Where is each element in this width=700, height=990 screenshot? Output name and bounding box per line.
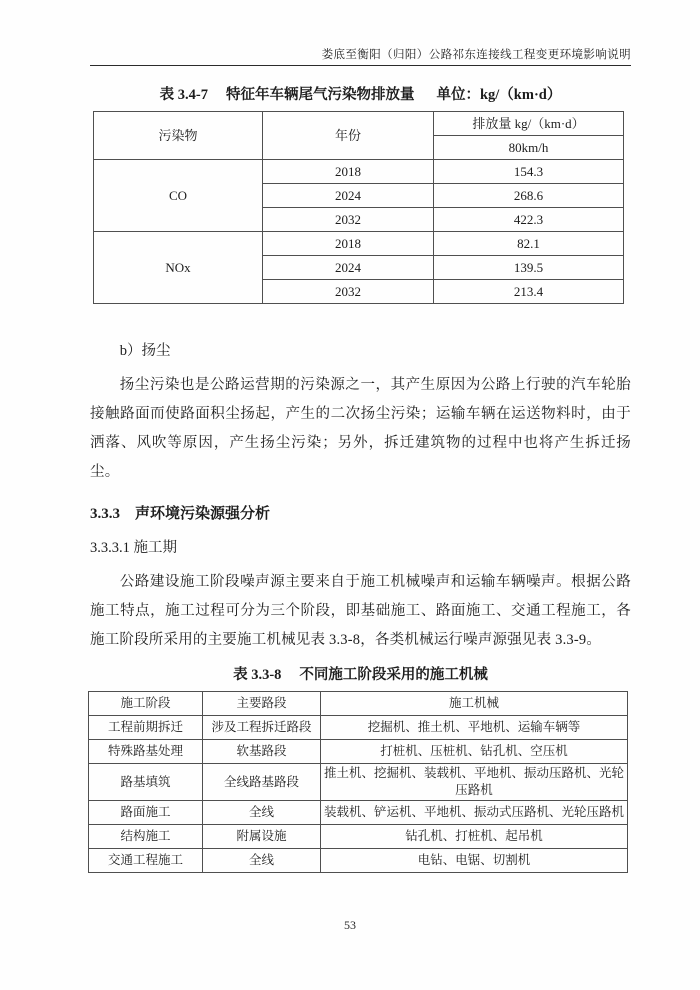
- cell-section: 涉及工程拆迁路段: [203, 716, 321, 740]
- cell-emission: 154.3: [434, 160, 624, 184]
- cell-section: 全线: [203, 849, 321, 873]
- header-cell-section: 主要路段: [203, 692, 321, 716]
- table-row: [89, 764, 628, 801]
- construction-machinery-table: [88, 691, 628, 873]
- cell-section: 附属设施: [203, 825, 321, 849]
- cell-emission: 422.3: [434, 208, 624, 232]
- header-cell-stage: 施工阶段: [89, 692, 203, 716]
- emission-table: [93, 111, 624, 304]
- paragraph-dust: 扬尘污染也是公路运营期的污染源之一，其产生原因为公路上行驶的汽车轮胎接触路面而使路面积尘扬起，产生的二次扬尘污染；运输车辆在运送物料时，由于洒落、风吹等原因，产生扬尘污染；另外，拆迁建筑物的过程中也将产生拆迁扬尘。: [90, 377, 631, 480]
- cell-year: 2018: [263, 160, 434, 184]
- cell-emission: 82.1: [434, 232, 624, 256]
- cell-year: 2018: [263, 232, 434, 256]
- running-header-title: 娄底至衡阳（归阳）公路祁东连接线工程变更环境影响说明: [321, 49, 631, 61]
- table-row: [89, 716, 628, 740]
- table2-caption-label: 表 3.3-8: [233, 667, 282, 683]
- cell-machinery: 电钻、电锯、切割机: [321, 849, 628, 873]
- table1-caption-unit: 单位：kg/（km·d）: [436, 87, 562, 103]
- header-cell-machinery: 施工机械: [321, 692, 628, 716]
- paragraph-construction-noise: 公路建设施工阶段噪声源主要来自于施工机械噪声和运输车辆噪声。根据公路施工特点，施工过程可分为三个阶段，即基础施工、路面施工、交通工程施工，各施工阶段所采用的主要施工机械见表 3.3-8，各类机械运行噪声源强见表 3.3-9。: [90, 574, 631, 648]
- cell-stage: 特殊路基处理: [89, 740, 203, 764]
- cell-machinery: 装载机、铲运机、平地机、振动式压路机、光轮压路机: [321, 801, 628, 825]
- cell-section: 全线路基路段: [203, 764, 321, 801]
- cell-year: 2032: [263, 280, 434, 304]
- running-header: [90, 46, 631, 62]
- header-cell-speed: 80km/h: [434, 136, 624, 160]
- cell-emission: 213.4: [434, 280, 624, 304]
- table-row: [89, 692, 628, 716]
- heading-3-3-3: 3.3.3 声环境污染源强分析: [90, 506, 271, 522]
- cell-stage: 交通工程施工: [89, 849, 203, 873]
- table2-caption: [90, 663, 631, 684]
- table-row: [89, 849, 628, 873]
- cell-machinery: 钻孔机、打桩机、起吊机: [321, 825, 628, 849]
- cell-year: 2024: [263, 256, 434, 280]
- cell-machinery: 挖掘机、推土机、平地机、运输车辆等: [321, 716, 628, 740]
- header-cell-pollutant: 污染物: [94, 112, 263, 160]
- table-row: [94, 232, 624, 256]
- header-rule: [90, 65, 631, 66]
- cell-stage: 路面施工: [89, 801, 203, 825]
- cell-stage: 工程前期拆迁: [89, 716, 203, 740]
- header-cell-emission: 排放量 kg/（km·d）: [434, 112, 624, 136]
- cell-stage: 路基填筑: [89, 764, 203, 801]
- cell-emission: 268.6: [434, 184, 624, 208]
- heading-3-3-3-1: 3.3.3.1 施工期: [90, 540, 177, 556]
- cell-pollutant-co: CO: [94, 160, 263, 232]
- table-row: [94, 160, 624, 184]
- table1-caption-label: 表 3.4-7: [159, 87, 208, 103]
- table2-caption-title: 不同施工阶段采用的施工机械: [299, 667, 488, 683]
- cell-machinery: 打桩机、压桩机、钻孔机、空压机: [321, 740, 628, 764]
- cell-machinery: 推土机、挖掘机、装载机、平地机、振动压路机、光轮压路机: [321, 764, 628, 801]
- table-row: [89, 825, 628, 849]
- page-number: 53: [344, 918, 356, 932]
- cell-emission: 139.5: [434, 256, 624, 280]
- table-row: [89, 740, 628, 764]
- cell-section: 软基路段: [203, 740, 321, 764]
- table-row: [94, 112, 624, 136]
- table1-caption-title: 特征年车辆尾气污染物排放量: [225, 87, 415, 103]
- table1-caption: [90, 83, 631, 104]
- cell-year: 2024: [263, 184, 434, 208]
- table-row: [89, 801, 628, 825]
- cell-pollutant-nox: NOx: [94, 232, 263, 304]
- cell-section: 全线: [203, 801, 321, 825]
- subheading-dust: b）扬尘: [119, 343, 171, 359]
- header-cell-year: 年份: [263, 112, 434, 160]
- cell-year: 2032: [263, 208, 434, 232]
- cell-stage: 结构施工: [89, 825, 203, 849]
